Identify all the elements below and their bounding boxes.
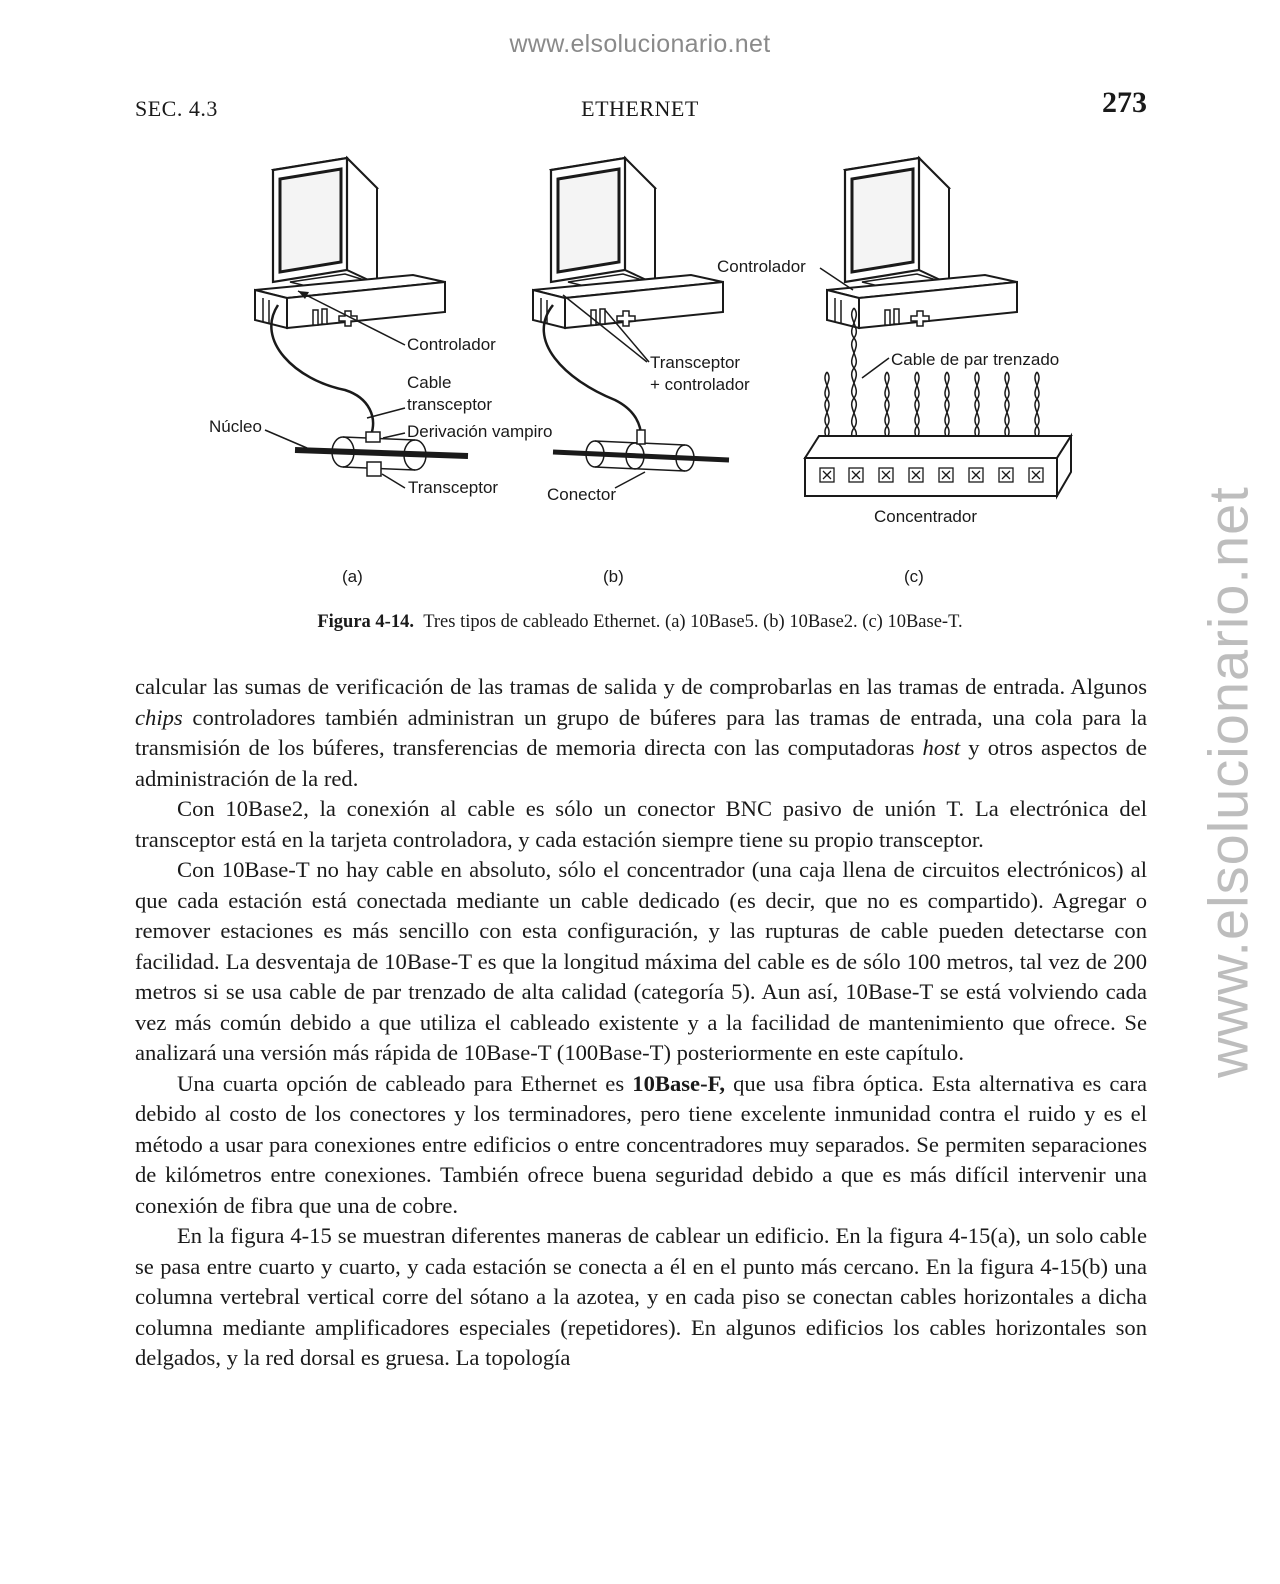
p1-emphasis-chips: chips — [135, 704, 183, 730]
body-text — [135, 672, 1147, 1374]
figure-caption — [0, 612, 1280, 633]
p4-term-10base-f: 10Base-F, — [632, 1070, 725, 1096]
p1-emphasis-host: host — [922, 735, 961, 760]
page-number: 273 — [1102, 86, 1147, 119]
p1-text-c: y otros aspectos de administración de la red. — [135, 735, 1147, 791]
running-head-section: SEC. 4.3 — [135, 96, 218, 121]
caption-text: Tres tipos de cableado Ethernet. (a) 10Base5. (b) 10Base2. (c) 10Base-T. — [423, 612, 963, 632]
label-c-controlador: Controlador — [717, 257, 806, 276]
thin-coax-cable — [553, 452, 729, 460]
paragraph-5: En la figura 4-15 se muestran diferentes maneras de cablear un edificio. En la figura 4-15(a), un solo cable se pasa entre cuarto y cuarto, y cada estación se conecta a él en el punto más cercano. En la figura 4-15(b) una columna vertebral vertical corre del sótano a la azotea, y en cada piso se conectan cables horizontales a dicha columna mediante amplificadores especiales (repetidores). En algunos edificios los cables horizontales son delgados, y la red dorsal es gruesa. La topología — [135, 1223, 1147, 1370]
label-a-controlador: Controlador — [407, 335, 496, 354]
panel-c-computer — [827, 158, 1017, 328]
transceiver-box — [367, 462, 381, 476]
label-b-controlador: + controlador — [650, 375, 750, 394]
vampire-tap — [366, 432, 380, 442]
label-a-transceptor: Transceptor — [408, 478, 499, 497]
label-b-conector: Conector — [547, 485, 616, 504]
caption-label: Figura 4-14. — [317, 612, 414, 632]
watermark-side: www.elsolucionario.net — [1196, 486, 1260, 1078]
thick-coax-cable — [295, 450, 468, 456]
panel-label-b: (b) — [603, 567, 624, 586]
panel-label-a: (a) — [342, 567, 363, 586]
label-a-cable-transceptor: transceptor — [407, 395, 493, 414]
paragraph-2: Con 10Base2, la conexión al cable es sólo un conector BNC pasivo de unión T. La electrónica del transceptor está en la tarjeta controladora, y cada estación siempre tiene su propio transceptor. — [135, 796, 1147, 852]
hub-box — [805, 436, 1071, 496]
p4-text-a: Una cuarta opción de cableado para Ethernet es — [177, 1070, 633, 1096]
paragraph-4 — [135, 1069, 1147, 1222]
paragraph-3: Con 10Base-T no hay cable en absoluto, sólo el concentrador (una caja llena de circuitos electrónicos) al que cada estación está conectada mediante un cable dedicado (es decir, que no es compartido). Agregar o remover estaciones es más sencillo con esta configuración, y las rupturas de cable pueden detectarse con facilidad. La desventaja de 10Base-T es que la longitud máxima del cable es de sólo 100 metros, tal vez de 200 metros si se usa cable de par trenzado de alta calidad (categoría 5). Aun así, 10Base-T se está volviendo cada vez más común debido a que utiliza el cableado existente y a la facilidad de mantenimiento que ofrece. Se analizará una versión más rápida de 10Base-T (100Base-T) posteriormente en este capítulo. — [135, 857, 1147, 1065]
paragraph-1 — [135, 672, 1147, 794]
p1-text-b: controladores también administran un grupo de búferes para las tramas de entrada, una cola para la transmisión de los búferes, transferencias de memoria directa con las computadoras — [135, 704, 1147, 760]
label-b-transceptor: Transceptor — [650, 353, 741, 372]
panel-a-computer — [255, 158, 445, 328]
p1-text-a: calcular las sumas de verificación de las tramas de salida y de comprobarlas en las tramas de entrada. Algunos — [135, 674, 1147, 699]
label-a-nucleo: Núcleo — [209, 417, 262, 436]
ethernet-cabling-diagram — [195, 150, 1095, 600]
label-c-cable-par: Cable de par trenzado — [891, 350, 1060, 369]
running-head-title: ETHERNET — [581, 96, 699, 121]
panel-label-c: (c) — [904, 567, 924, 586]
panel-b-computer — [533, 158, 723, 328]
figure-4-14 — [195, 150, 1095, 600]
watermark-top: www.elsolucionario.net — [509, 30, 771, 58]
label-c-concentrador: Concentrador — [874, 507, 978, 526]
p4-text-b: que usa fibra óptica. Esta alternativa es cara debido al costo de los conectores y los terminadores, pero tiene excelente inmunidad contra el ruido y es el método a usar para conexiones entre edificios o entre concentradores muy separados. Se permiten separaciones de kilómetros entre conexiones. También ofrece buena seguridad debido a que es más difícil intervenir una conexión de fibra que una de cobre. — [135, 1070, 1147, 1218]
label-a-derivacion: Derivación vampiro — [407, 422, 553, 441]
label-a-cable: Cable — [407, 373, 452, 392]
